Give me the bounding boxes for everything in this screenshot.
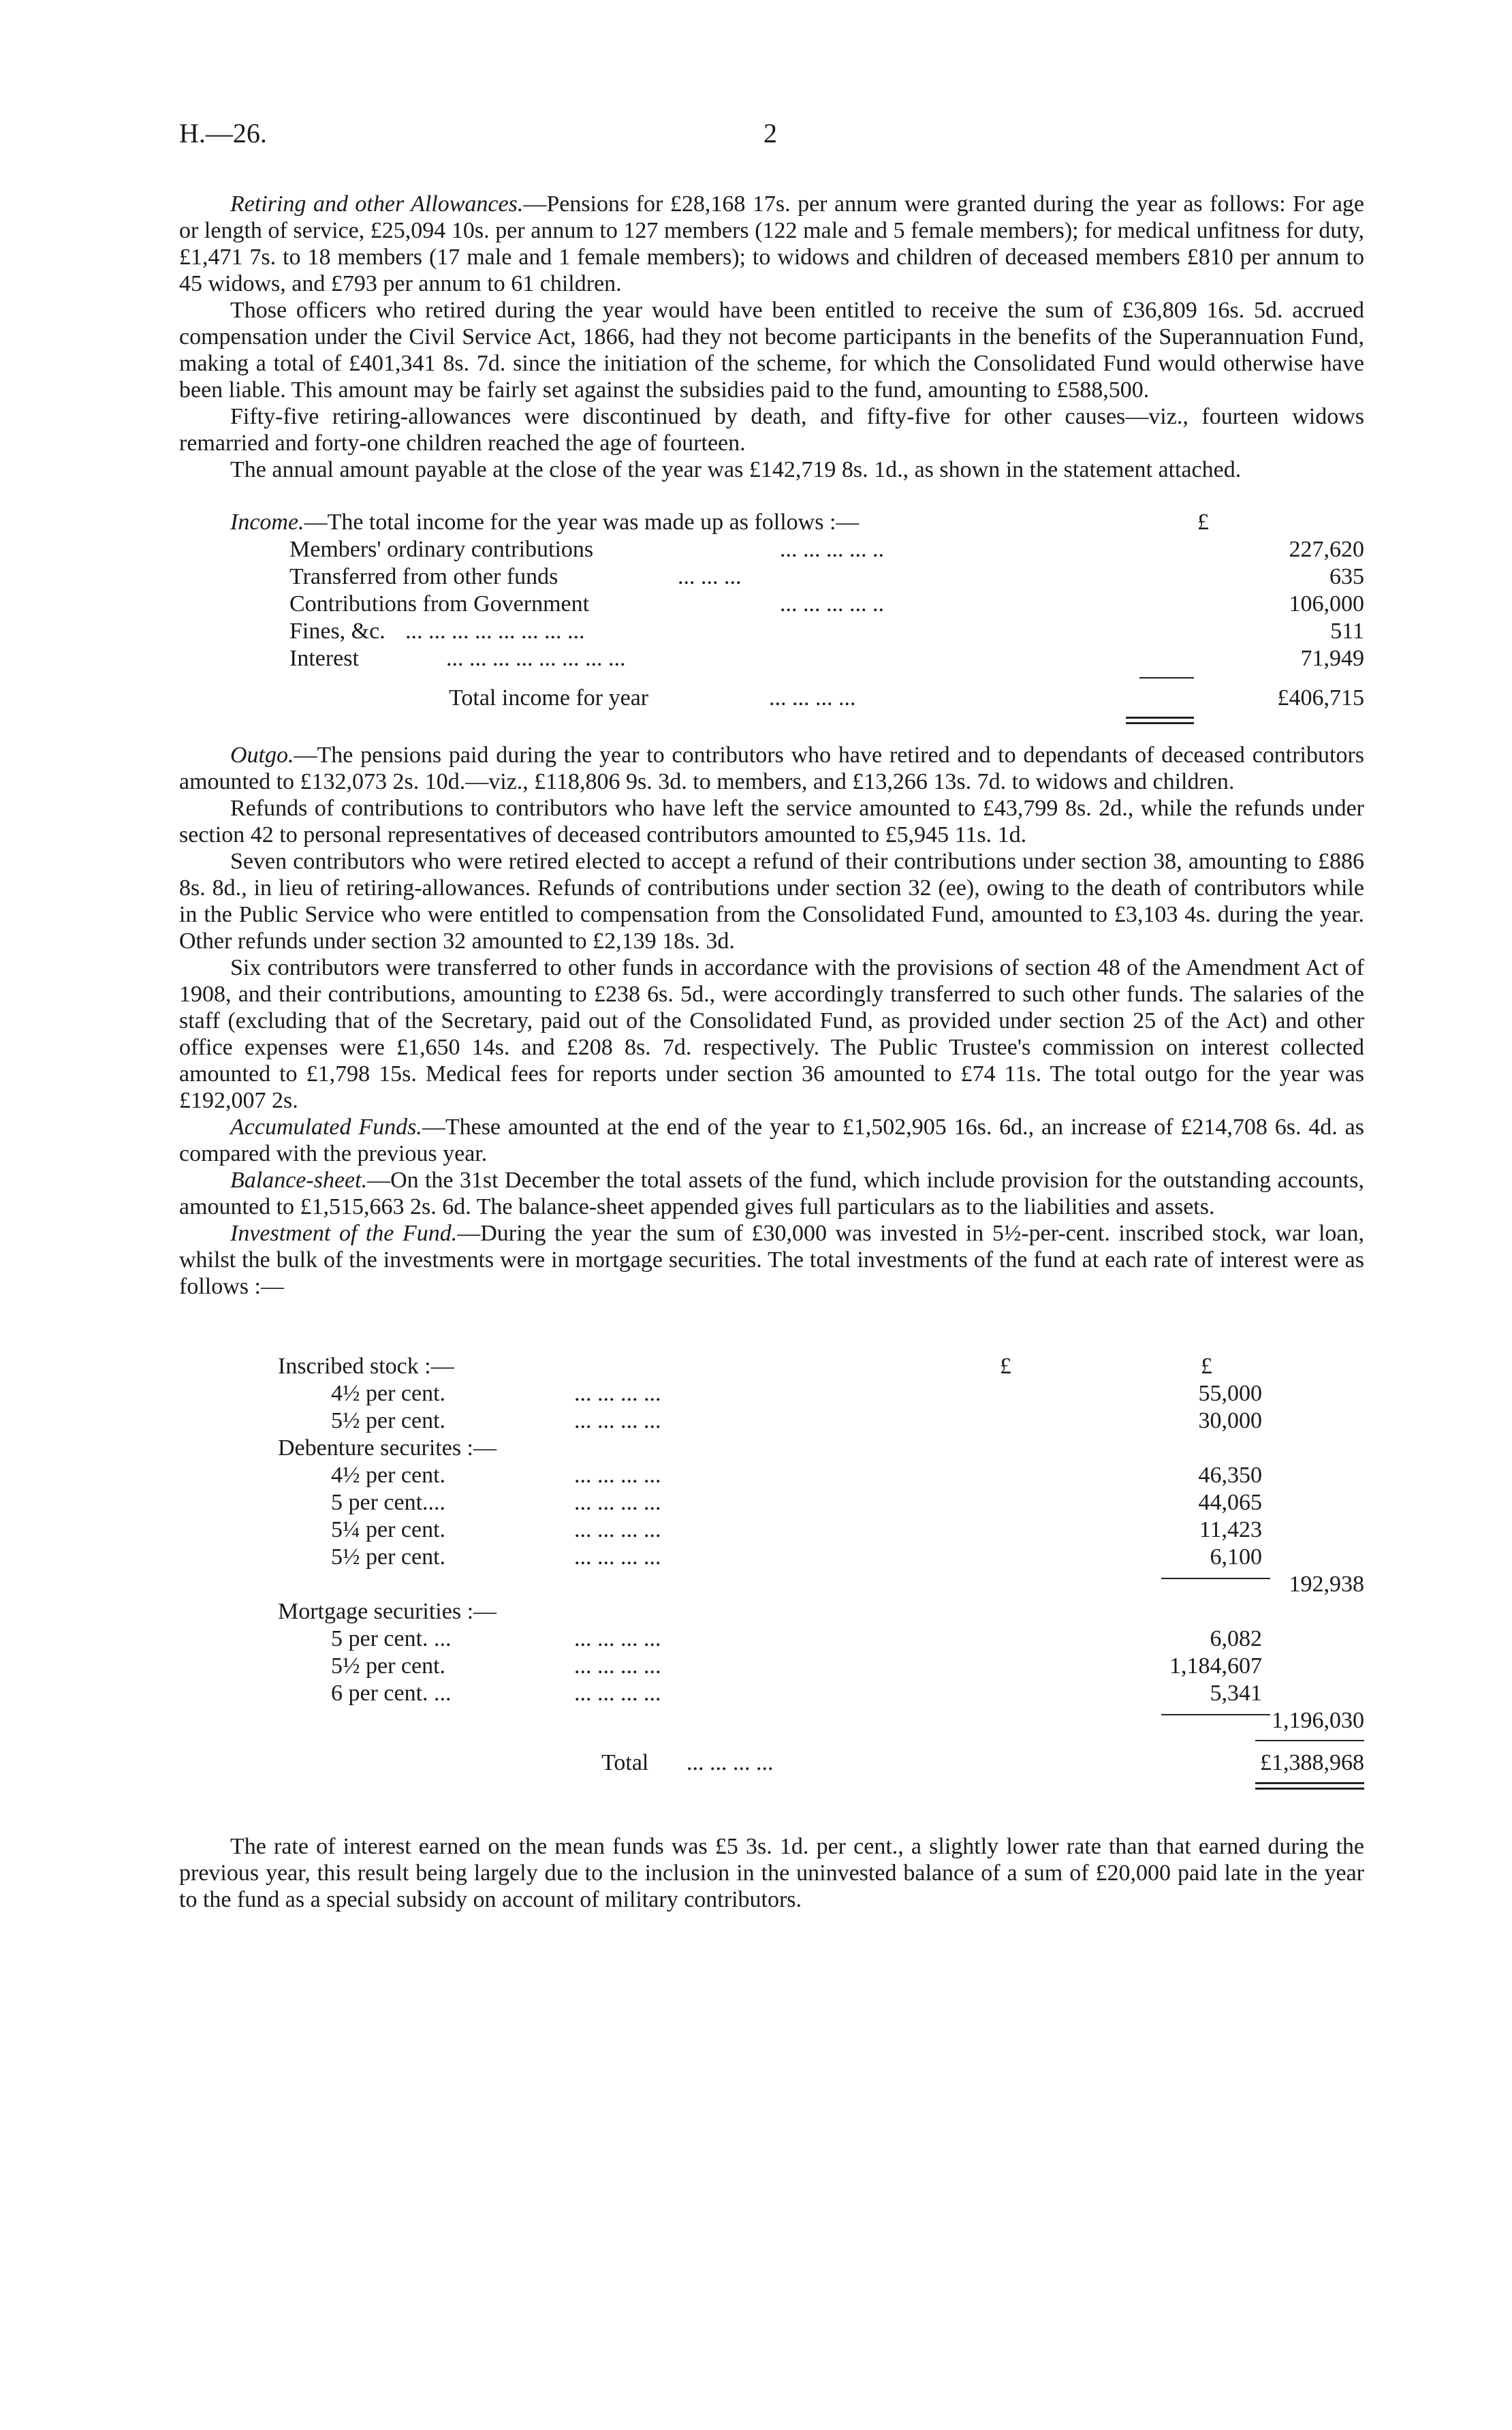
investment-rate: 5¼ per cent. — [331, 1517, 446, 1542]
income-row-dots: ... ... ... ... ... ... ... ... — [405, 619, 585, 644]
income-row-dots: ... ... ... ... .. — [780, 537, 884, 562]
investment-heading: Investment of the Fund. — [230, 1221, 458, 1246]
investment-double-rule — [1255, 1782, 1364, 1790]
income-row-value: 635 — [1329, 564, 1364, 589]
investment-col2-currency: £ — [1201, 1354, 1212, 1379]
investment-subtotal-row — [179, 1707, 1364, 1734]
income-row-value: 511 — [1330, 619, 1364, 644]
outgo-paragraph-3: Seven contributors who were retired elected to accept a refund of their contributions under section 38, amounting to £886 8s. 8d., in lieu of retiring-allowances. Refunds of contributions under section 32 (ee), owing to the death of contributors while in the Public Service who were entitled to compensation from the Consolidated Fund, amounted to £3,103 4s. during the year. Other refunds under section 32 amounted to £2,139 18s. 3d. — [179, 849, 1364, 954]
investment-subtotal-row — [179, 1571, 1364, 1598]
investment-value: 6,082 — [1210, 1626, 1262, 1651]
income-row — [289, 591, 1364, 618]
investment-value: 1,184,607 — [1169, 1653, 1262, 1679]
income-double-rule — [1126, 717, 1194, 724]
income-row — [289, 536, 1364, 563]
investment-rate: 5 per cent. ... — [331, 1626, 452, 1651]
investment-subtotal: 1,196,030 — [1272, 1708, 1364, 1733]
investment-total-rule — [1255, 1740, 1364, 1741]
income-row-dots: ... ... ... ... .. — [780, 591, 884, 617]
investment-value: 6,100 — [1210, 1544, 1262, 1570]
income-heading: Income. — [230, 510, 304, 535]
income-row — [289, 645, 1364, 672]
investment-total-dots: ... ... ... ... — [687, 1750, 774, 1775]
investment-row-dots: ... ... ... ... — [574, 1681, 661, 1706]
income-row-value: 227,620 — [1289, 537, 1364, 562]
income-total-value: £406,715 — [1277, 685, 1364, 711]
income-row — [289, 563, 1364, 591]
retiring-paragraph-3: Fifty-five retiring-allowances were discontinued by death, and fifty-five for other causes—viz., fourteen widows remarried and forty-one children reached the age of fourteen. — [179, 404, 1364, 456]
investment-rate: 4½ per cent. — [331, 1463, 446, 1488]
income-row-label: Members' ordinary contributions — [289, 537, 594, 562]
income-total-label: Total income for year — [449, 685, 649, 711]
income-row-label: Contributions from Government — [289, 591, 590, 617]
investment-subtotal: 192,938 — [1289, 1572, 1364, 1597]
investment-group-heading: Inscribed stock :— — [278, 1354, 454, 1379]
income-row-dots: ... ... ... ... ... ... ... ... — [446, 646, 626, 671]
page-header — [179, 117, 1364, 151]
investment-paragraph: Investment of the Fund.—During the year the sum of £30,000 was invested in 5½-per-cent. inscribed stock, war loan, whilst the bulk of the investments were in mortgage securities. The total investments of the fund at each rate of interest were as follows :— — [179, 1221, 1365, 1299]
investment-row — [179, 1680, 1364, 1707]
investment-value: 55,000 — [1198, 1381, 1262, 1406]
income-row-label: Transferred from other funds — [289, 564, 558, 589]
investment-table — [179, 1353, 1364, 1833]
investment-group-heading: Debenture securites :— — [278, 1435, 497, 1461]
page-number: 2 — [763, 118, 777, 149]
investment-row — [179, 1489, 1364, 1516]
income-rule — [1139, 677, 1194, 679]
investment-row-dots: ... ... ... ... — [574, 1544, 661, 1570]
investment-row-dots: ... ... ... ... — [574, 1463, 661, 1488]
retiring-paragraph-2: Those officers who retired during the year would have been entitled to receive the sum of £36,809 16s. 5d. accrued compensation under the Civil Service Act, 1866, had they not become participants in the benefits of the Superannuation Fund, making a total of £401,341 8s. 7d. since the initiation of the scheme, for which the Consolidated Fund would otherwise have been liable. This amount may be fairly set against the subsidies paid to the fund, amounting to £588,500. — [179, 298, 1364, 403]
investment-row — [179, 1653, 1364, 1680]
income-row-dots: ... ... ... — [678, 564, 742, 589]
retiring-paragraph-4: The annual amount payable at the close of the year was £142,719 8s. 1d., as shown in the statement attached. — [230, 457, 1242, 482]
investment-value: 44,065 — [1198, 1490, 1262, 1515]
investment-total-row — [179, 1749, 1364, 1777]
investment-row — [179, 1407, 1364, 1435]
income-rows — [289, 536, 1364, 672]
income-row-label: Fines, &c. — [289, 619, 385, 644]
investment-row-dots: ... ... ... ... — [574, 1408, 661, 1433]
outgo-heading: Outgo. — [230, 743, 294, 768]
income-row — [289, 618, 1364, 645]
income-total-dots: ... ... ... ... — [769, 685, 856, 711]
outgo-paragraph-1: Outgo.—The pensions paid during the year to contributors who have retired and to dependants of deceased contributors amounted to £132,073 2s. 10d.—viz., £118,806 9s. 3d. to members, and £13,266 13s. 7d. to widows and children. — [179, 743, 1364, 794]
income-row-label: Interest — [289, 646, 359, 671]
investment-rate: 5½ per cent. — [331, 1544, 446, 1570]
investment-value: 11,423 — [1199, 1517, 1262, 1542]
investment-row-dots: ... ... ... ... — [574, 1381, 661, 1406]
outgo-paragraph-4: Six contributors were transferred to other funds in accordance with the provisions of section 48 of the Amendment Act of 1908, and their contributions, amounting to £238 6s. 5d., were accordingly transferred to such other funds. The salaries of the staff (excluding that of the Secretary, paid out of the Consolidated Fund, as provided under section 25 of the Act) and other office expenses were £1,650 14s. and £208 8s. 7d. respectively. The Public Trustee's commission on interest collected amounted to £1,798 15s. Medical fees for reports under section 36 amounted to £74 11s. The total outgo for the year was £192,007 2s. — [179, 955, 1364, 1113]
investment-group-heading: Mortgage securities :— — [278, 1599, 497, 1624]
investment-value: 46,350 — [1198, 1463, 1262, 1488]
investment-rate: 4½ per cent. — [331, 1381, 446, 1406]
investment-total-value: £1,388,968 — [1260, 1750, 1364, 1775]
investment-group-row — [179, 1598, 1364, 1625]
investment-group-row — [179, 1353, 1364, 1380]
outgo-paragraph-2: Refunds of contributions to contributors who have left the service amounted to £43,799 8s. 2d., while the refunds under section 42 to personal representatives of deceased contributors amounted to £5,945 11s. 1d. — [179, 796, 1364, 847]
investment-value: 5,341 — [1210, 1681, 1262, 1706]
investment-rate: 5½ per cent. — [331, 1408, 446, 1433]
accumulated-heading: Accumulated Funds. — [230, 1115, 422, 1140]
investment-rate: 5 per cent.... — [331, 1490, 446, 1515]
investment-row-dots: ... ... ... ... — [574, 1490, 661, 1515]
retiring-heading: Retiring and other Allowances. — [230, 191, 524, 217]
investment-value: 30,000 — [1198, 1408, 1262, 1433]
retiring-paragraph-1: Retiring and other Allowances.—Pensions for £28,168 17s. per annum were granted during the year as follows: For age or length of service, £25,094 10s. per annum to 127 members (122 male and 5 female members); for medical unfitness for duty, £1,471 7s. to 18 members (17 male and 1 female members); to widows and children of deceased members £810 per annum to 45 widows, and £793 per annum to 61 children. — [179, 191, 1364, 296]
document-reference: H.—26. — [179, 118, 267, 149]
investment-row — [179, 1380, 1364, 1407]
investment-group-row — [179, 1435, 1364, 1462]
closing-paragraph: The rate of interest earned on the mean funds was £5 3s. 1d. per cent., a slightly lower rate than that earned during the previous year, this result being largely due to the inclusion in the uninvested balance of a sum of £20,000 paid late in the year to the fund as a special subsidy on account of military contributors. — [179, 1834, 1364, 1912]
investment-row — [179, 1544, 1364, 1571]
balance-heading: Balance-sheet. — [230, 1168, 368, 1193]
investment-row-dots: ... ... ... ... — [574, 1653, 661, 1679]
investment-row-dots: ... ... ... ... — [574, 1517, 661, 1542]
income-row-value: 106,000 — [1289, 591, 1364, 617]
investment-row — [179, 1625, 1364, 1653]
investment-rate: 5½ per cent. — [331, 1653, 446, 1679]
accumulated-paragraph: Accumulated Funds.—These amounted at the end of the year to £1,502,905 16s. 6d., an increase of £214,708 6s. 4d. as compared with the previous year. — [179, 1115, 1364, 1166]
income-table: Income. —The total income for the year was made up as follows :— £ Members' ordinary contributions ... ... ... ... .. 227,620 Transferred from other funds ... ... ... 635 Contributions from Government ... ... ... ... .. 106,000 Fines, &c. ... ... ... ... ... ... ... ... 511 Interest ... ... ... ... ... ... ... ... 71,949 Total income for year ... ... ... ... £406,715 — [179, 509, 1364, 742]
investment-row — [179, 1462, 1364, 1489]
investment-row — [179, 1516, 1364, 1544]
investment-col1-currency: £ — [1000, 1354, 1011, 1379]
investment-row-dots: ... ... ... ... — [574, 1626, 661, 1651]
income-currency: £ — [1197, 510, 1209, 535]
income-row-value: 71,949 — [1300, 646, 1364, 671]
investment-total-label: Total — [601, 1750, 649, 1775]
balance-paragraph: Balance-sheet.—On the 31st December the total assets of the fund, which include provision for the outstanding accounts, amounted to £1,515,663 2s. 6d. The balance-sheet appended gives full particulars as to the liabilities and assets. — [179, 1168, 1364, 1219]
investment-rate: 6 per cent. ... — [331, 1681, 452, 1706]
document-body — [179, 191, 1364, 1913]
